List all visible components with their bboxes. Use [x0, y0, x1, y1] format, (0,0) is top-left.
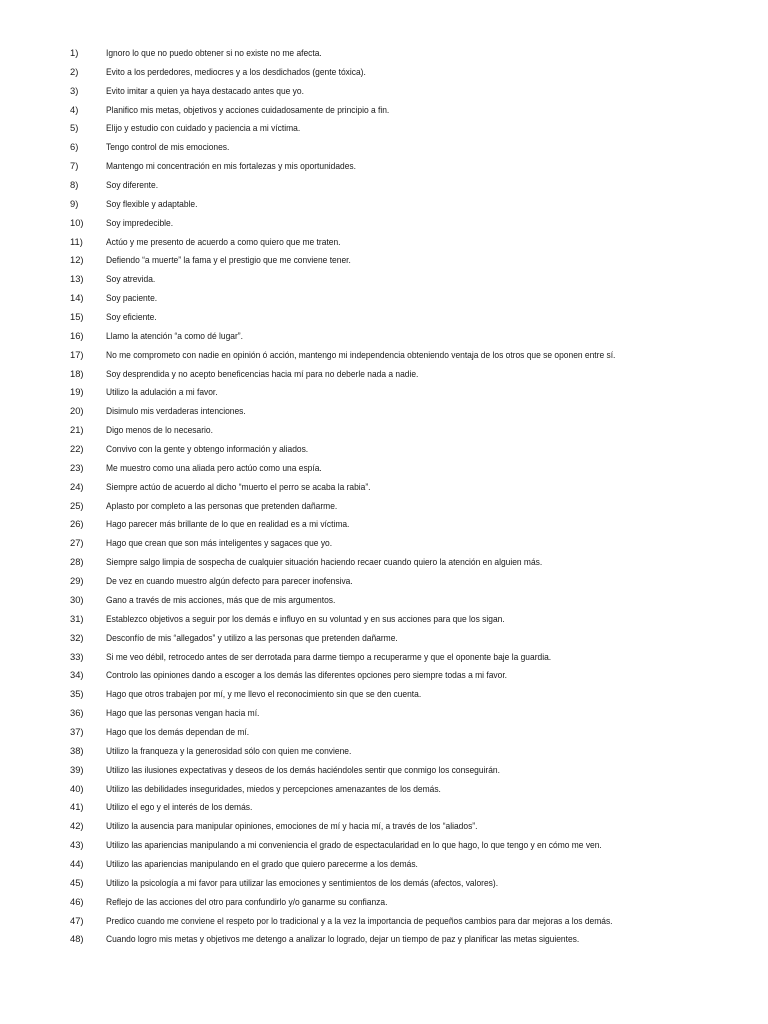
- item-text: Utilizo las apariencias manipulando a mi conveniencia el grado de espectacularidad en lo que hago, lo que tengo y en cómo me ven.: [106, 839, 602, 851]
- item-number: 46): [70, 895, 84, 907]
- list-item: [0, 270, 768, 289]
- item-text: Predico cuando me conviene el respeto por lo tradicional y a la vez la importancia de pequeños cambios para dar mejoras a los demás.: [106, 914, 613, 926]
- item-number: 11): [70, 235, 83, 247]
- list-item: [0, 648, 768, 667]
- item-number: 4): [70, 103, 79, 115]
- item-number: 22): [70, 443, 84, 455]
- item-number: 40): [70, 782, 84, 794]
- list-item: [0, 572, 768, 591]
- list-item: [0, 912, 768, 931]
- item-number: 7): [70, 160, 79, 172]
- list-item: [0, 138, 768, 157]
- item-text: Disimulo mis verdaderas intenciones.: [106, 405, 246, 417]
- item-text: Utilizo la ausencia para manipular opiniones, emociones de mí y hacia mí, a través de los “aliados”.: [106, 820, 478, 832]
- item-text: Utilizo las ilusiones expectativas y deseos de los demás haciéndoles sentir que conmigo los conseguirán.: [106, 763, 500, 775]
- item-text: Mantengo mi concentración en mis fortalezas y mis oportunidades.: [106, 160, 356, 172]
- item-number: 41): [70, 801, 84, 813]
- list-item: [0, 855, 768, 874]
- item-text: Utilizo la franqueza y la generosidad sólo con quien me conviene.: [106, 744, 352, 756]
- item-text: Evito imitar a quien ya haya destacado antes que yo.: [106, 84, 304, 96]
- item-number: 30): [70, 593, 84, 605]
- list-item: [0, 195, 768, 214]
- item-text: Gano a través de mis acciones, más que de mis argumentos.: [106, 593, 336, 605]
- item-number: 47): [70, 914, 84, 926]
- item-number: 5): [70, 122, 79, 134]
- list-item: [0, 214, 768, 233]
- item-number: 3): [70, 84, 79, 96]
- item-text: Hago que los demás dependan de mí.: [106, 725, 250, 737]
- item-number: 9): [70, 197, 79, 209]
- item-text: Ignoro lo que no puedo obtener si no existe no me afecta.: [106, 47, 322, 58]
- item-number: 34): [70, 669, 84, 681]
- list-item: [0, 365, 768, 384]
- item-text: Soy diferente.: [106, 179, 159, 191]
- item-text: Utilizo las apariencias manipulando en el grado que quiero parecerme a los demás.: [106, 857, 418, 869]
- item-number: 48): [70, 933, 84, 945]
- list-item: [0, 893, 768, 912]
- list-item: [0, 308, 768, 327]
- list-item: [0, 515, 768, 534]
- item-text: Siempre salgo limpia de sospecha de cualquier situación haciendo recaer cuando quiero la atención en alguien más.: [106, 556, 543, 568]
- item-number: 31): [70, 612, 84, 624]
- item-text: Actúo y me presento de acuerdo a como quiero que me traten.: [106, 235, 341, 247]
- item-number: 44): [70, 857, 84, 869]
- item-number: 27): [70, 537, 84, 549]
- item-number: 14): [70, 292, 84, 304]
- list-item: [0, 742, 768, 761]
- list-item: [0, 478, 768, 497]
- list-item: [0, 327, 768, 346]
- item-number: 16): [70, 329, 84, 341]
- item-text: Soy eficiente.: [106, 311, 157, 323]
- item-number: 28): [70, 556, 84, 568]
- item-text: Hago que las personas vengan hacia mí.: [106, 707, 260, 719]
- list-item: [0, 63, 768, 82]
- item-text: Digo menos de lo necesario.: [106, 424, 213, 436]
- item-number: 1): [70, 47, 79, 58]
- item-number: 6): [70, 141, 79, 153]
- item-text: Soy desprendida y no acepto beneficencias hacia mí para no deberle nada a nadie.: [106, 367, 419, 379]
- item-text: Soy paciente.: [106, 292, 158, 304]
- item-number: 24): [70, 480, 84, 492]
- list-item: [0, 251, 768, 270]
- item-text: Reflejo de las acciones del otro para confundirlo y/o ganarme su confianza.: [106, 895, 388, 907]
- item-text: Llamo la atención “a como dé lugar”.: [106, 329, 243, 341]
- item-number: 23): [70, 461, 84, 473]
- item-text: Controlo las opiniones dando a escoger a los demás las diferentes opciones pero siempre todas a mi favor.: [106, 669, 508, 681]
- item-text: Convivo con la gente y obtengo información y aliados.: [106, 443, 309, 455]
- item-text: Desconfío de mis “allegados” y utilizo a las personas que pretenden dañarme.: [106, 631, 398, 643]
- item-number: 2): [70, 65, 79, 77]
- item-text: Siempre actúo de acuerdo al dicho “muerto el perro se acaba la rabia”.: [106, 480, 371, 492]
- list-item: [0, 119, 768, 138]
- list-item: [0, 346, 768, 365]
- list-item: [0, 553, 768, 572]
- item-number: 32): [70, 631, 84, 643]
- item-number: 43): [70, 839, 84, 851]
- list-item: [0, 836, 768, 855]
- item-text: Soy impredecible.: [106, 216, 174, 228]
- list-item: [0, 930, 768, 949]
- item-text: Utilizo las debilidades inseguridades, miedos y percepciones amenazantes de los demás.: [106, 782, 441, 794]
- list-item: [0, 289, 768, 308]
- item-text: Utilizo la adulación a mi favor.: [106, 386, 218, 398]
- item-text: No me comprometo con nadie en opinión ó acción, mantengo mi independencia obteniendo ventaja de los otros que se oponen entre sí.: [106, 348, 616, 360]
- list-item: [0, 176, 768, 195]
- list-item: [0, 798, 768, 817]
- item-number: 45): [70, 876, 84, 888]
- list-item: [0, 874, 768, 893]
- numbered-list: [0, 44, 768, 949]
- item-text: Defiendo “a muerte” la fama y el prestigio que me conviene tener.: [106, 254, 351, 266]
- item-text: Soy atrevida.: [106, 273, 156, 285]
- item-text: Cuando logro mis metas y objetivos me detengo a analizar lo logrado, dejar un tiempo de paz y planificar las metas siguientes.: [106, 933, 580, 945]
- list-item: [0, 704, 768, 723]
- item-number: 33): [70, 650, 84, 662]
- list-item: [0, 402, 768, 421]
- list-item: [0, 761, 768, 780]
- list-item: [0, 101, 768, 120]
- item-text: Elijo y estudio con cuidado y paciencia a mi víctima.: [106, 122, 301, 134]
- item-number: 19): [70, 386, 84, 398]
- list-item: [0, 440, 768, 459]
- list-item: [0, 44, 768, 63]
- item-number: 25): [70, 499, 84, 511]
- item-text: Si me veo débil, retrocedo antes de ser derrotada para darme tiempo a recuperarme y que el oponente baje la guardia.: [106, 650, 552, 662]
- item-number: 13): [70, 273, 84, 285]
- list-item: [0, 82, 768, 101]
- list-item: [0, 666, 768, 685]
- list-item: [0, 497, 768, 516]
- item-text: Soy flexible y adaptable.: [106, 197, 198, 209]
- list-item: [0, 629, 768, 648]
- item-number: 39): [70, 763, 84, 775]
- item-text: Aplasto por completo a las personas que pretenden dañarme.: [106, 499, 338, 511]
- list-item: [0, 610, 768, 629]
- item-number: 35): [70, 688, 84, 700]
- list-item: [0, 459, 768, 478]
- list-item: [0, 421, 768, 440]
- item-text: Planifico mis metas, objetivos y acciones cuidadosamente de principio a fin.: [106, 103, 390, 115]
- item-text: Utilizo el ego y el interés de los demás.: [106, 801, 253, 813]
- list-item: [0, 780, 768, 799]
- list-item: [0, 817, 768, 836]
- item-number: 12): [70, 254, 84, 266]
- item-text: Hago que crean que son más inteligentes y sagaces que yo.: [106, 537, 333, 549]
- item-number: 29): [70, 575, 84, 587]
- list-item: [0, 591, 768, 610]
- list-item: [0, 685, 768, 704]
- list-item: [0, 383, 768, 402]
- item-text: Establezco objetivos a seguir por los demás e influyo en su voluntad y en sus acciones para que los sigan.: [106, 612, 505, 624]
- item-text: Hago parecer más brillante de lo que en realidad es a mi víctima.: [106, 518, 350, 530]
- item-number: 21): [70, 424, 84, 436]
- item-number: 26): [70, 518, 84, 530]
- item-text: De vez en cuando muestro algún defecto para parecer inofensiva.: [106, 575, 353, 587]
- item-text: Evito a los perdedores, mediocres y a los desdichados (gente tóxica).: [106, 65, 366, 77]
- list-item: [0, 233, 768, 252]
- list-item: [0, 534, 768, 553]
- list-item: [0, 723, 768, 742]
- item-number: 36): [70, 707, 84, 719]
- item-number: 17): [70, 348, 84, 360]
- item-number: 20): [70, 405, 84, 417]
- item-number: 8): [70, 179, 79, 191]
- item-number: 10): [70, 216, 84, 228]
- item-number: 18): [70, 367, 84, 379]
- item-number: 42): [70, 820, 84, 832]
- item-number: 37): [70, 725, 84, 737]
- item-text: Hago que otros trabajen por mí, y me llevo el reconocimiento sin que se den cuenta.: [106, 688, 422, 700]
- item-text: Utilizo la psicología a mi favor para utilizar las emociones y sentimientos de los demás (afectos, valores).: [106, 876, 499, 888]
- item-text: Me muestro como una aliada pero actúo como una espía.: [106, 461, 322, 473]
- item-number: 15): [70, 311, 84, 323]
- item-number: 38): [70, 744, 84, 756]
- item-text: Tengo control de mis emociones.: [106, 141, 230, 153]
- list-item: [0, 157, 768, 176]
